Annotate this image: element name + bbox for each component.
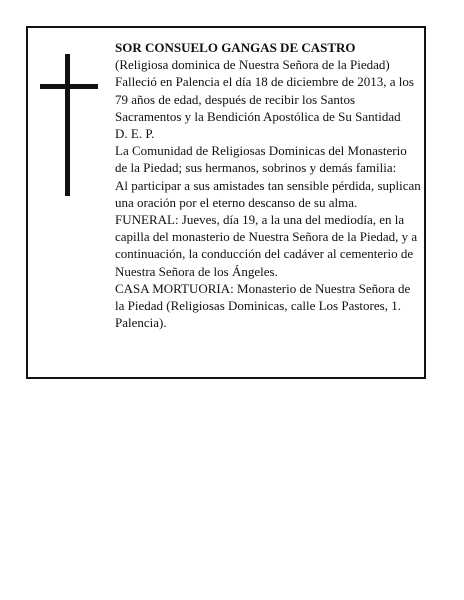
- family-line: La Comunidad de Religiosas Dominicas del Monasterio de la Piedad; sus hermanos, sobrinos y demás familia:: [115, 143, 407, 176]
- cross-icon: [40, 54, 98, 196]
- cross-horizontal-bar: [40, 84, 98, 89]
- death-details: Falleció en Palencia el día 18 de diciembre de 2013, a los 79 años de edad, después de recibir los Santos Sacramentos y la Bendición Apostólica de Su Santidad: [115, 74, 414, 124]
- casa-mortuoria: CASA MORTUORIA: Monasterio de Nuestra Señora de la Piedad (Religiosas Dominicas, calle Los Pastores, 1. Palencia).: [115, 280, 411, 331]
- prayer-request: Al participar a sus amistades tan sensible pérdida, suplican una oración por el eterno descanso de su alma.: [115, 177, 421, 210]
- cross-vertical-bar: [65, 54, 70, 196]
- funeral-details: FUNERAL: Jueves, día 19, a la una del mediodía, en la capilla del monasterio de Nuestra Señora de la Piedad, y a continuación, la conducción del cadáver al cementerio de Nuestra Señora de los Ángeles.: [115, 212, 418, 279]
- dep-line: D. E. P.: [115, 126, 155, 142]
- deceased-subtitle: (Religiosa dominica de Nuestra Señora de la Piedad): [115, 57, 390, 73]
- obituary-notice: [26, 26, 426, 379]
- deceased-name: SOR CONSUELO GANGAS DE CASTRO: [115, 40, 356, 55]
- notice-text: [115, 39, 421, 331]
